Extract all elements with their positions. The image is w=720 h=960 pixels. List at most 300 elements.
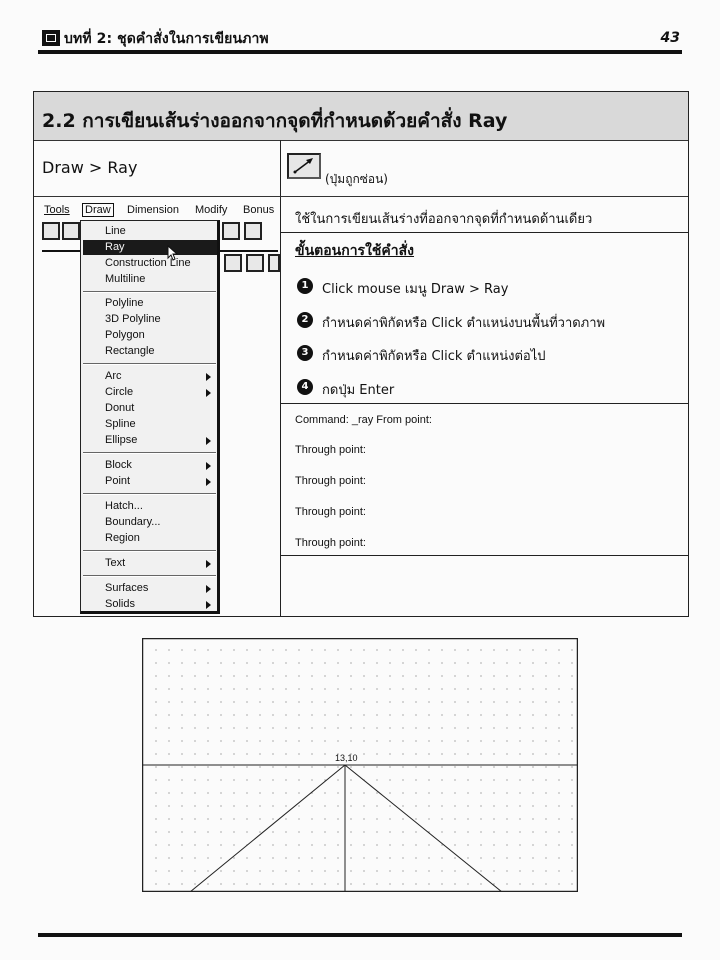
grid-dot [311, 675, 312, 676]
grid-dot [259, 779, 260, 780]
grid-dot [168, 857, 169, 858]
grid-dot [350, 792, 351, 793]
grid-dot [389, 688, 390, 689]
toolbar-button[interactable] [42, 222, 60, 240]
grid-dot [428, 779, 429, 780]
grid-dot [519, 766, 520, 767]
grid-dot [233, 831, 234, 832]
grid-dot [532, 740, 533, 741]
grid-dot [532, 844, 533, 845]
menu-item-surfaces[interactable]: Surfaces [105, 582, 149, 594]
grid-dot [493, 740, 494, 741]
grid-dot [285, 740, 286, 741]
grid-dot [454, 740, 455, 741]
grid-dot [389, 883, 390, 884]
grid-dot [480, 779, 481, 780]
grid-dot [337, 740, 338, 741]
grid-dot [545, 805, 546, 806]
grid-dot [298, 740, 299, 741]
grid-dot [298, 727, 299, 728]
menu-tools[interactable]: Tools [44, 204, 70, 216]
grid-dot [467, 857, 468, 858]
grid-dot [285, 870, 286, 871]
grid-dot [155, 766, 156, 767]
grid-dot [376, 701, 377, 702]
grid-dot [272, 753, 273, 754]
grid-dot [155, 831, 156, 832]
grid-dot [220, 649, 221, 650]
grid-dot [207, 688, 208, 689]
grid-dot [194, 857, 195, 858]
grid-dot [519, 870, 520, 871]
menu-separator [83, 363, 216, 365]
menu-item-3d-polyline[interactable]: 3D Polyline [105, 313, 161, 325]
grid-dot [532, 805, 533, 806]
grid-dot [233, 649, 234, 650]
grid-dot [233, 714, 234, 715]
grid-dot [415, 727, 416, 728]
grid-dot [181, 792, 182, 793]
grid-dot [324, 818, 325, 819]
grid-dot [441, 870, 442, 871]
grid-dot [233, 740, 234, 741]
grid-dot [155, 870, 156, 871]
grid-dot [246, 675, 247, 676]
grid-dot [428, 740, 429, 741]
grid-dot [337, 714, 338, 715]
grid-dot [207, 766, 208, 767]
grid-dot [480, 792, 481, 793]
step-text: กำหนดค่าพิกัดหรือ Click ตำแหน่งบนพื้นที่วาดภาพ [322, 316, 606, 331]
grid-dot [181, 831, 182, 832]
grid-dot [571, 857, 572, 858]
grid-dot [324, 649, 325, 650]
grid-dot [350, 857, 351, 858]
toolbar-button[interactable] [244, 222, 262, 240]
grid-dot [155, 779, 156, 780]
menu-bonus[interactable]: Bonus [243, 204, 275, 216]
grid-dot [558, 649, 559, 650]
grid-dot [441, 688, 442, 689]
grid-dot [298, 792, 299, 793]
grid-dot [376, 818, 377, 819]
grid-dot [571, 831, 572, 832]
grid-dot [480, 675, 481, 676]
column-divider [280, 140, 281, 616]
grid-dot [480, 870, 481, 871]
menu-draw[interactable]: Draw [82, 203, 114, 217]
grid-dot [298, 870, 299, 871]
grid-dot [402, 883, 403, 884]
grid-dot [155, 857, 156, 858]
step-number: 1 [297, 278, 313, 294]
grid-dot [350, 883, 351, 884]
menu-item-polyline[interactable]: Polyline [105, 297, 144, 309]
menu-dimension[interactable]: Dimension [127, 204, 179, 216]
menu-separator [83, 575, 216, 577]
grid-dot [467, 675, 468, 676]
grid-dot [532, 727, 533, 728]
grid-dot [376, 883, 377, 884]
grid-dot [272, 792, 273, 793]
grid-dot [272, 870, 273, 871]
menu-item-boundary[interactable]: Boundary... [105, 516, 161, 528]
grid-dot [389, 818, 390, 819]
grid-dot [194, 675, 195, 676]
grid-dot [233, 818, 234, 819]
grid-dot [506, 701, 507, 702]
grid-dot [428, 714, 429, 715]
grid-dot [311, 714, 312, 715]
grid-dot [207, 714, 208, 715]
grid-dot [376, 805, 377, 806]
grid-dot [506, 662, 507, 663]
grid-dot [233, 792, 234, 793]
grid-dot [194, 714, 195, 715]
grid-dot [246, 805, 247, 806]
menu-separator [83, 550, 216, 552]
grid-dot [337, 662, 338, 663]
menu-item-text[interactable]: Text [105, 557, 126, 569]
grid-dot [298, 805, 299, 806]
grid-dot [454, 714, 455, 715]
grid-dot [246, 740, 247, 741]
grid-dot [181, 818, 182, 819]
grid-dot [233, 883, 234, 884]
grid-dot [558, 818, 559, 819]
grid-dot [259, 766, 260, 767]
submenu-arrow-icon [206, 601, 211, 609]
grid-dot [233, 844, 234, 845]
origin-label: 13,10 [335, 753, 358, 763]
grid-dot [545, 688, 546, 689]
toolbar-button[interactable] [222, 222, 240, 240]
menu-item-arc[interactable]: Arc [105, 370, 122, 382]
grid-dot [350, 844, 351, 845]
menu-item-block[interactable]: Block [105, 459, 132, 471]
grid-dot [324, 688, 325, 689]
grid-dot [220, 805, 221, 806]
grid-dot [506, 857, 507, 858]
grid-dot [389, 753, 390, 754]
grid-dot [571, 649, 572, 650]
grid-dot [155, 649, 156, 650]
grid-dot [272, 740, 273, 741]
grid-dot [441, 662, 442, 663]
grid-dot [571, 805, 572, 806]
grid-dot [246, 753, 247, 754]
grid-dot [402, 766, 403, 767]
grid-dot [506, 870, 507, 871]
grid-dot [246, 727, 247, 728]
description: ใช้ในการเขียนเส้นร่างที่ออกจากจุดที่กำหนดด้านเดียว [295, 212, 593, 227]
grid-dot [441, 857, 442, 858]
grid-dot [402, 701, 403, 702]
grid-dot [220, 792, 221, 793]
grid-dot [246, 870, 247, 871]
grid-dot [545, 818, 546, 819]
grid-dot [259, 727, 260, 728]
footer-rule [38, 933, 682, 937]
grid-dot [376, 831, 377, 832]
grid-dot [194, 870, 195, 871]
grid-dot [558, 792, 559, 793]
grid-dot [558, 857, 559, 858]
grid-dot [415, 779, 416, 780]
grid-dot [207, 805, 208, 806]
grid-dot [168, 870, 169, 871]
grid-dot [441, 740, 442, 741]
grid-dot [155, 818, 156, 819]
grid-dot [480, 649, 481, 650]
divider [281, 403, 688, 404]
grid-dot [493, 675, 494, 676]
grid-dot [207, 818, 208, 819]
grid-dot [155, 844, 156, 845]
menu-item-multiline[interactable]: Multiline [105, 273, 146, 285]
grid-dot [363, 740, 364, 741]
grid-dot [324, 701, 325, 702]
grid-dot [558, 779, 559, 780]
grid-dot [415, 714, 416, 715]
menu-item-ray[interactable]: Ray [105, 241, 125, 253]
grid-dot [168, 714, 169, 715]
grid-dot [259, 844, 260, 845]
grid-dot [168, 740, 169, 741]
grid-dot [350, 831, 351, 832]
grid-dot [220, 688, 221, 689]
grid-dot [545, 675, 546, 676]
grid-dot [181, 649, 182, 650]
grid-dot [571, 883, 572, 884]
step-text: Click mouse เมนู Draw > Ray [322, 282, 509, 297]
grid-dot [454, 662, 455, 663]
grid-dot [298, 844, 299, 845]
menu-item-point[interactable]: Point [105, 475, 131, 487]
toolbar-button[interactable] [246, 254, 264, 272]
divider [281, 232, 688, 233]
grid-dot [571, 714, 572, 715]
grid-dot [428, 805, 429, 806]
toolbar-button[interactable] [224, 254, 242, 272]
grid-dot [415, 831, 416, 832]
grid-dot [441, 714, 442, 715]
grid-dot [168, 649, 169, 650]
grid-dot [311, 870, 312, 871]
grid-dot [311, 649, 312, 650]
menu-item-solids[interactable]: Solids [105, 598, 135, 610]
grid-dot [246, 714, 247, 715]
page-number: 43 [660, 30, 680, 46]
grid-dot [402, 857, 403, 858]
grid-dot [168, 792, 169, 793]
grid-dot [415, 766, 416, 767]
menu-item-spline[interactable]: Spline [105, 418, 136, 430]
menu-item-hatch[interactable]: Hatch... [105, 500, 143, 512]
grid-dot [389, 844, 390, 845]
grid-dot [493, 805, 494, 806]
grid-dot [402, 779, 403, 780]
grid-dot [168, 805, 169, 806]
grid-dot [285, 857, 286, 858]
grid-dot [558, 714, 559, 715]
grid-dot [298, 831, 299, 832]
grid-dot [506, 675, 507, 676]
grid-dot [363, 818, 364, 819]
grid-dot [272, 675, 273, 676]
grid-dot [571, 766, 572, 767]
grid-dot [285, 714, 286, 715]
grid-dot [467, 766, 468, 767]
grid-dot [480, 831, 481, 832]
grid-dot [181, 844, 182, 845]
grid-dot [181, 727, 182, 728]
grid-dot [168, 818, 169, 819]
menu-item-donut[interactable]: Donut [105, 402, 135, 414]
steps-heading: ขั้นตอนการใช้คำสั่ง [295, 243, 415, 259]
grid-dot [194, 753, 195, 754]
grid-dot [480, 818, 481, 819]
grid-dot [389, 701, 390, 702]
grid-dot [519, 714, 520, 715]
grid-dot [272, 662, 273, 663]
grid-dot [428, 753, 429, 754]
grid-dot [337, 844, 338, 845]
grid-dot [519, 831, 520, 832]
grid-dot [506, 831, 507, 832]
grid-dot [207, 740, 208, 741]
grid-dot [194, 831, 195, 832]
grid-dot [363, 870, 364, 871]
grid-dot [519, 662, 520, 663]
grid-dot [155, 688, 156, 689]
grid-dot [181, 688, 182, 689]
grid-dot [506, 714, 507, 715]
grid-dot [233, 870, 234, 871]
grid-dot [285, 675, 286, 676]
menu-item-ellipse[interactable]: Ellipse [105, 434, 138, 446]
grid-dot [272, 779, 273, 780]
grid-dot [493, 831, 494, 832]
menu-item-circle[interactable]: Circle [105, 386, 134, 398]
grid-dot [298, 701, 299, 702]
grid-dot [532, 779, 533, 780]
grid-dot [259, 701, 260, 702]
grid-dot [441, 805, 442, 806]
grid-dot [493, 883, 494, 884]
grid-dot [428, 701, 429, 702]
grid-dot [376, 857, 377, 858]
grid-dot [545, 883, 546, 884]
grid-dot [324, 792, 325, 793]
grid-dot [155, 714, 156, 715]
grid-dot [285, 831, 286, 832]
grid-dot [259, 818, 260, 819]
grid-dot [272, 805, 273, 806]
grid-dot [324, 870, 325, 871]
grid-dot [337, 701, 338, 702]
grid-dot [155, 792, 156, 793]
grid-dot [376, 727, 377, 728]
grid-dot [571, 753, 572, 754]
grid-dot [389, 740, 390, 741]
grid-dot [545, 753, 546, 754]
menu-item-line[interactable]: Line [105, 225, 126, 237]
grid-dot [298, 688, 299, 689]
grid-dot [571, 870, 572, 871]
grid-dot [389, 766, 390, 767]
step-number: 2 [297, 312, 313, 328]
grid-dot [298, 883, 299, 884]
grid-dot [350, 740, 351, 741]
grid-dot [233, 805, 234, 806]
grid-dot [220, 753, 221, 754]
grid-dot [298, 753, 299, 754]
grid-dot [272, 857, 273, 858]
grid-dot [506, 883, 507, 884]
toolbar-button[interactable] [62, 222, 80, 240]
grid-dot [363, 792, 364, 793]
grid-dot [454, 805, 455, 806]
grid-dot [246, 792, 247, 793]
grid-dot [506, 766, 507, 767]
menu-item-rectangle[interactable]: Rectangle [105, 345, 155, 357]
grid-dot [415, 870, 416, 871]
grid-dot [519, 740, 520, 741]
grid-dot [389, 870, 390, 871]
submenu-arrow-icon [206, 560, 211, 568]
grid-dot [376, 740, 377, 741]
menu-item-construction-line[interactable]: Construction Line [105, 257, 191, 269]
grid-dot [519, 844, 520, 845]
grid-dot [441, 753, 442, 754]
grid-dot [467, 792, 468, 793]
grid-dot [506, 688, 507, 689]
grid-dot [532, 857, 533, 858]
grid-dot [493, 779, 494, 780]
grid-dot [376, 870, 377, 871]
grid-dot [467, 662, 468, 663]
toolbar-button[interactable] [268, 254, 280, 272]
grid-dot [259, 805, 260, 806]
grid-dot [233, 753, 234, 754]
grid-dot [246, 779, 247, 780]
grid-dot [285, 688, 286, 689]
grid-dot [532, 649, 533, 650]
grid-dot [285, 701, 286, 702]
submenu-arrow-icon [206, 478, 211, 486]
menu-item-region[interactable]: Region [105, 532, 140, 544]
grid-dot [272, 766, 273, 767]
menubar [38, 204, 278, 220]
grid-dot [363, 675, 364, 676]
grid-dot [363, 662, 364, 663]
grid-dot [259, 740, 260, 741]
ray-arrow-icon [289, 155, 319, 177]
ray-icon[interactable] [287, 153, 321, 179]
grid-dot [233, 662, 234, 663]
menu-item-polygon[interactable]: Polygon [105, 329, 145, 341]
grid-dot [545, 662, 546, 663]
grid-dot [376, 714, 377, 715]
grid-dot [545, 701, 546, 702]
grid-dot [259, 753, 260, 754]
grid-dot [181, 740, 182, 741]
grid-dot [220, 675, 221, 676]
grid-dot [207, 857, 208, 858]
menu-modify[interactable]: Modify [195, 204, 228, 216]
grid-dot [324, 675, 325, 676]
